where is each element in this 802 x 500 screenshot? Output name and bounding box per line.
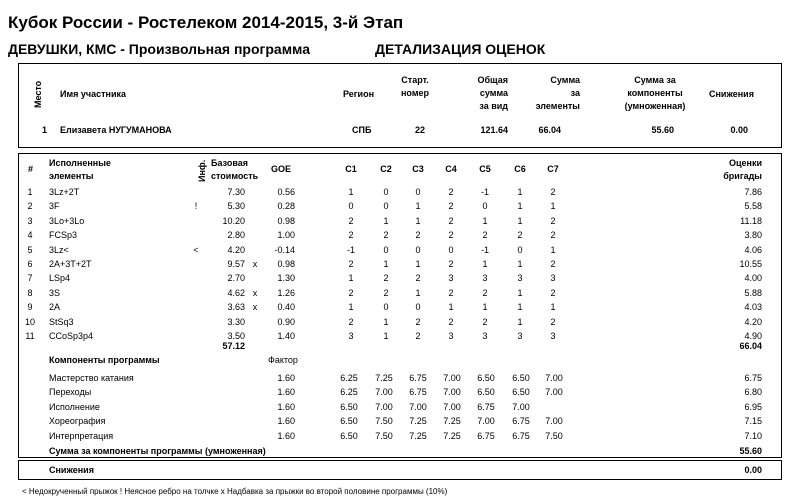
element-judge-score: 1 (517, 287, 523, 298)
element-number: 6 (27, 259, 33, 269)
component-judge-score: 6.50 (340, 430, 358, 441)
element-code: 3S (49, 287, 61, 298)
element-judge-score: 2 (550, 316, 556, 327)
element-judge-score: 2 (550, 259, 556, 269)
component-judge-score: 6.75 (512, 430, 530, 441)
score-header: Оценки бригады (723, 158, 762, 181)
element-code: FCSp3 (49, 230, 78, 241)
element-base-value: 9.57 (227, 259, 245, 269)
judge-header-7: C7 (547, 164, 559, 174)
summary-start: 22 (414, 125, 425, 135)
judge-header-4: C4 (445, 164, 457, 174)
element-number: 8 (27, 287, 33, 298)
element-judge-score: 0 (482, 201, 488, 212)
component-panel-score: 7.15 (744, 416, 762, 427)
component-judge-score: 7.50 (375, 430, 393, 441)
components-header: Компоненты программы (49, 355, 160, 365)
goe-header: GOE (271, 164, 292, 174)
components-total: 55.60 (739, 446, 762, 456)
footnote: < Недокрученный прыжок ! Неясное ребро на толчке x Надбавка за прыжки во второй половине программы (10%) (22, 487, 448, 496)
component-judge-score: 7.50 (375, 416, 393, 427)
element-judge-score: 3 (482, 273, 488, 284)
element-goe: 0.98 (277, 259, 295, 269)
element-header: Исполненные элементы (49, 158, 111, 181)
place-header: Место (33, 80, 43, 108)
element-goe: 0.40 (277, 302, 295, 313)
base-header: Базовая стоимость (211, 158, 259, 181)
component-judge-score: 7.00 (443, 387, 461, 398)
summary-elements: 66.04 (538, 125, 561, 135)
element-judge-score: 3 (448, 273, 454, 284)
component-factor: 1.60 (277, 373, 295, 383)
judge-header-2: C2 (380, 164, 392, 174)
element-base-value: 5.30 (227, 201, 245, 212)
element-code: LSp4 (49, 273, 71, 284)
component-judge-score: 6.75 (512, 416, 530, 427)
element-judge-score: 3 (550, 273, 556, 284)
element-judge-score: 1 (482, 215, 488, 226)
elements-score-total: 66.04 (739, 341, 762, 351)
element-judge-score: 3 (517, 331, 523, 341)
element-judge-score: 2 (348, 287, 354, 298)
element-panel-score: 5.88 (744, 287, 762, 298)
summary-total: 121.64 (480, 125, 508, 135)
element-bonus-mark: x (252, 302, 258, 313)
element-judge-score: 1 (550, 201, 556, 212)
element-judge-score: 2 (348, 316, 354, 327)
element-number: 3 (27, 215, 33, 226)
element-goe: 0.90 (277, 316, 295, 327)
element-judge-score: 1 (448, 302, 454, 313)
element-judge-score: 3 (517, 273, 523, 284)
component-judge-score: 7.25 (375, 373, 393, 383)
element-judge-score: 1 (517, 215, 523, 226)
element-judge-score: 0 (415, 302, 421, 313)
element-code: 2A+3T+2T (49, 259, 92, 269)
element-panel-score: 4.90 (744, 331, 762, 341)
element-goe: 0.28 (277, 201, 295, 212)
element-panel-score: 3.80 (744, 230, 762, 241)
element-judge-score: 0 (448, 244, 454, 255)
element-goe: 1.26 (277, 287, 295, 298)
component-factor: 1.60 (277, 387, 295, 398)
judge-header-5: C5 (479, 164, 491, 174)
element-code: StSq3 (49, 316, 74, 327)
summary-region: СПБ (352, 125, 372, 135)
element-judge-score: 2 (550, 215, 556, 226)
component-judge-score: 6.50 (477, 373, 495, 383)
component-judge-score: 6.75 (409, 387, 427, 398)
details-box (18, 153, 782, 458)
deductions-box (18, 460, 782, 480)
element-base-value: 10.20 (222, 215, 245, 226)
component-judge-score: 6.50 (340, 416, 358, 427)
element-judge-score: 3 (448, 331, 454, 341)
element-judge-score: 2 (448, 187, 454, 197)
element-judge-score: 2 (482, 230, 488, 241)
element-number: 4 (27, 230, 33, 241)
component-judge-score: 7.00 (409, 401, 427, 412)
component-judge-score: 7.00 (545, 373, 563, 383)
element-code: 3F (49, 201, 60, 212)
component-panel-score: 6.95 (744, 401, 762, 412)
components-total-label: Сумма за компоненты программы (умноженная) (49, 446, 266, 456)
component-panel-score: 6.75 (744, 373, 762, 383)
element-code: 3Lz< (49, 244, 69, 255)
element-judge-score: 0 (383, 187, 389, 197)
element-judge-score: 2 (415, 316, 421, 327)
element-judge-score: 2 (383, 273, 389, 284)
element-code: 2A (49, 302, 61, 313)
element-judge-score: -1 (346, 244, 355, 255)
element-number: 2 (27, 201, 33, 212)
element-judge-score: 1 (348, 302, 354, 313)
component-panel-score: 6.80 (744, 387, 762, 398)
element-base-value: 3.50 (227, 331, 245, 341)
element-judge-score: 1 (482, 259, 488, 269)
element-bonus-mark: x (252, 287, 258, 298)
page-title: Кубок России - Ростелеком 2014-2015, 3-й Этап (8, 13, 404, 32)
element-judge-score: 1 (415, 259, 421, 269)
element-judge-score: 2 (348, 259, 354, 269)
element-judge-score: 2 (383, 287, 389, 298)
element-base-value: 2.70 (227, 273, 245, 284)
component-judge-score: 7.25 (443, 430, 461, 441)
start-header: Старт. номер (401, 75, 429, 98)
element-judge-score: 1 (348, 273, 354, 284)
component-judge-score: 7.00 (512, 401, 530, 412)
element-judge-score: 2 (448, 230, 454, 241)
component-judge-score: 6.75 (477, 430, 495, 441)
component-judge-score: 6.75 (477, 401, 495, 412)
element-panel-score: 4.00 (744, 273, 762, 284)
element-base-value: 3.30 (227, 316, 245, 327)
element-judge-score: 2 (517, 230, 523, 241)
element-panel-score: 4.06 (744, 244, 762, 255)
element-judge-score: 2 (550, 187, 556, 197)
element-judge-score: 0 (383, 244, 389, 255)
name-header: Имя участника (60, 89, 127, 99)
element-judge-score: 3 (348, 331, 354, 341)
element-judge-score: 0 (517, 244, 523, 255)
summary-components: 55.60 (651, 125, 674, 135)
element-panel-score: 4.20 (744, 316, 762, 327)
element-goe: 1.30 (277, 273, 295, 284)
element-judge-score: 2 (448, 287, 454, 298)
component-judge-score: 6.25 (340, 387, 358, 398)
deductions-label: Снижения (49, 465, 94, 475)
element-judge-score: 1 (383, 331, 389, 341)
judge-header-6: C6 (514, 164, 526, 174)
element-judge-score: 0 (383, 302, 389, 313)
component-judge-score: 6.50 (477, 387, 495, 398)
element-number: 5 (27, 244, 33, 255)
component-name: Хореография (49, 416, 106, 427)
element-judge-score: 3 (550, 331, 556, 341)
element-judge-score: -1 (480, 187, 489, 197)
element-number: 7 (27, 273, 33, 284)
element-code: CCoSp3p4 (49, 331, 94, 341)
element-judge-score: -1 (480, 244, 489, 255)
component-factor: 1.60 (277, 401, 295, 412)
deductions-value: 0.00 (744, 465, 762, 475)
element-goe: 0.56 (277, 187, 295, 197)
element-judge-score: 2 (482, 316, 488, 327)
element-base-value: 2.80 (227, 230, 245, 241)
component-judge-score: 7.00 (545, 416, 563, 427)
element-bonus-mark: x (252, 259, 258, 269)
element-judge-score: 1 (415, 201, 421, 212)
element-judge-score: 1 (482, 302, 488, 313)
component-judge-score: 7.50 (545, 430, 563, 441)
component-judge-score: 6.50 (340, 401, 358, 412)
components-sum-header: Сумма за компоненты (умноженная) (624, 75, 686, 111)
element-base-value: 4.20 (227, 244, 245, 255)
component-name: Мастерство катания (49, 373, 134, 383)
element-judge-score: 1 (415, 287, 421, 298)
element-judge-score: 1 (348, 187, 354, 197)
element-base-value: 4.62 (227, 287, 245, 298)
component-judge-score: 7.25 (443, 416, 461, 427)
judge-header-3: C3 (412, 164, 424, 174)
element-judge-score: 2 (348, 215, 354, 226)
element-judge-score: 3 (482, 331, 488, 341)
element-goe: 1.40 (277, 331, 295, 341)
summary-place: 1 (42, 125, 48, 135)
component-factor: 1.60 (277, 430, 295, 441)
element-judge-score: 2 (448, 201, 454, 212)
region-header: Регион (343, 89, 374, 99)
info-header: Инф. (197, 159, 207, 182)
component-name: Переходы (49, 387, 92, 398)
component-judge-score: 7.25 (409, 430, 427, 441)
element-judge-score: 2 (348, 230, 354, 241)
element-info: < (193, 244, 199, 255)
element-judge-score: 1 (517, 187, 523, 197)
element-judge-score: 2 (383, 230, 389, 241)
element-judge-score: 2 (448, 316, 454, 327)
element-judge-score: 2 (448, 259, 454, 269)
element-code: 3Lo+3Lo (49, 215, 85, 226)
total-header: Общая сумма за вид (477, 75, 508, 111)
element-judge-score: 1 (415, 215, 421, 226)
element-judge-score: 0 (348, 201, 354, 212)
category-title: ДЕВУШКИ, КМС - Произвольная программа (8, 41, 311, 57)
element-judge-score: 1 (383, 215, 389, 226)
element-number: 10 (24, 316, 35, 327)
element-judge-score: 1 (383, 316, 389, 327)
component-judge-score: 6.50 (512, 387, 530, 398)
base-total: 57.12 (222, 341, 245, 351)
component-judge-score: 7.00 (375, 387, 393, 398)
element-code: 3Lz+2T (49, 187, 80, 197)
element-judge-score: 1 (517, 201, 523, 212)
component-name: Исполнение (49, 401, 100, 412)
element-number: 1 (27, 187, 33, 197)
element-judge-score: 2 (482, 287, 488, 298)
component-judge-score: 6.75 (409, 373, 427, 383)
component-factor: 1.60 (277, 416, 295, 427)
factor-header: Фактор (268, 355, 298, 365)
element-panel-score: 7.86 (744, 187, 762, 197)
element-judge-score: 1 (517, 302, 523, 313)
component-judge-score: 7.00 (545, 387, 563, 398)
detail-title: ДЕТАЛИЗАЦИЯ ОЦЕНОК (375, 41, 546, 57)
element-info: ! (194, 201, 198, 212)
element-panel-score: 11.18 (740, 215, 762, 226)
component-judge-score: 7.00 (443, 401, 461, 412)
elements-sum-header: Сумма за элементы (535, 75, 580, 111)
element-panel-score: 4.03 (744, 302, 762, 313)
element-judge-score: 1 (517, 259, 523, 269)
component-panel-score: 7.10 (744, 430, 762, 441)
element-judge-score: 2 (550, 230, 556, 241)
component-judge-score: 6.25 (340, 373, 358, 383)
element-panel-score: 10.55 (739, 259, 762, 269)
element-judge-score: 0 (415, 187, 421, 197)
judge-header-1: C1 (345, 164, 357, 174)
element-base-value: 7.30 (227, 187, 245, 197)
element-judge-score: 2 (448, 215, 454, 226)
element-judge-score: 0 (415, 244, 421, 255)
component-name: Интерпретация (49, 430, 114, 441)
element-number: 11 (25, 331, 35, 341)
summary-deductions: 0.00 (730, 125, 748, 135)
component-judge-score: 7.00 (375, 401, 393, 412)
element-judge-score: 2 (550, 287, 556, 298)
component-judge-score: 6.50 (512, 373, 530, 383)
component-judge-score: 7.00 (477, 416, 495, 427)
deductions-header: Снижения (709, 89, 754, 99)
component-judge-score: 7.25 (409, 416, 427, 427)
element-goe: -0.14 (274, 244, 295, 255)
element-goe: 0.98 (277, 215, 295, 226)
element-judge-score: 2 (415, 331, 421, 341)
element-goe: 1.00 (277, 230, 295, 241)
element-judge-score: 1 (550, 244, 556, 255)
element-judge-score: 2 (415, 273, 421, 284)
num-header: # (28, 164, 34, 174)
element-judge-score: 1 (550, 302, 556, 313)
element-judge-score: 1 (383, 259, 389, 269)
element-judge-score: 2 (415, 230, 421, 241)
component-judge-score: 7.00 (443, 373, 461, 383)
skater-name: Елизавета НУГУМАНОВА (60, 125, 172, 135)
element-panel-score: 5.58 (744, 201, 762, 212)
element-judge-score: 0 (383, 201, 389, 212)
element-base-value: 3.63 (227, 302, 245, 313)
element-number: 9 (27, 302, 33, 313)
element-judge-score: 1 (517, 316, 523, 327)
